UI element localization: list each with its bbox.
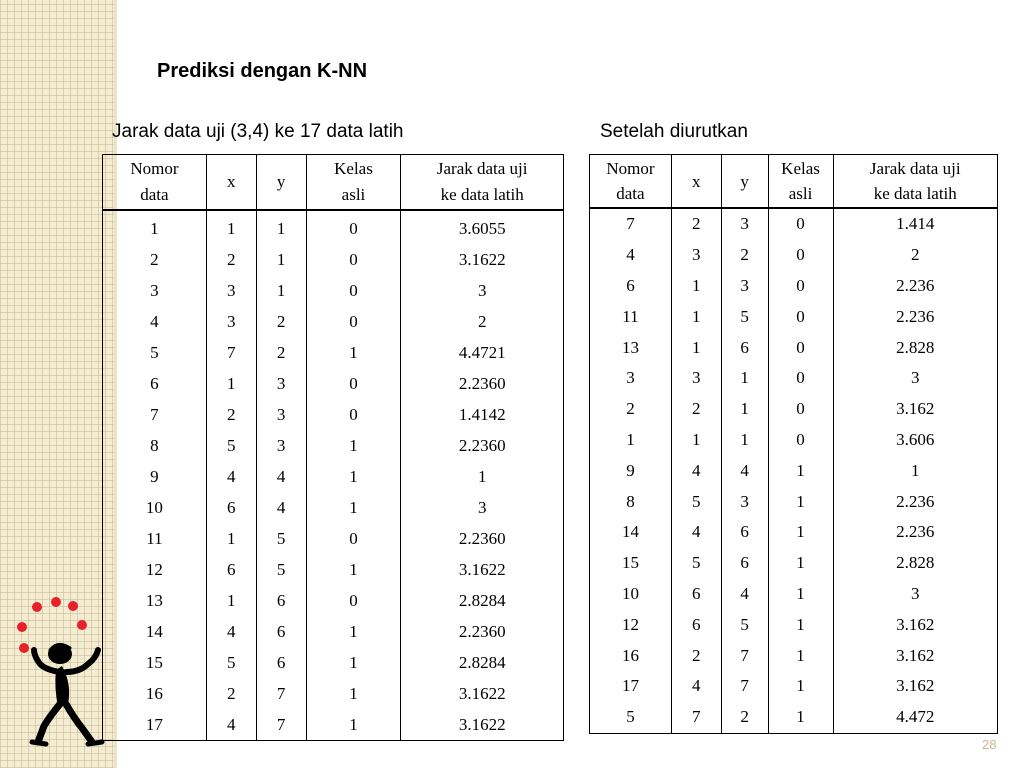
table-cell: 1: [206, 585, 256, 616]
table-row: [103, 492, 564, 523]
table-cell: 0: [306, 523, 401, 554]
table-cell: 2: [206, 399, 256, 430]
table-cell: 1: [590, 425, 672, 456]
table-cell: 6: [103, 368, 207, 399]
table-row: [590, 394, 998, 425]
table-cell: 3.1622: [401, 244, 564, 275]
table-cell: 4.472: [833, 702, 998, 733]
header-kelas-asli: Kelas asli: [306, 155, 401, 211]
table-row: [103, 210, 564, 244]
table-cell: 2: [671, 394, 721, 425]
table-cell: 4: [103, 306, 207, 337]
header-x: x: [671, 155, 721, 209]
table-row: [103, 616, 564, 647]
table-row: [590, 548, 998, 579]
table-cell: 4: [206, 461, 256, 492]
table-cell: 1: [103, 210, 207, 244]
table-cell: 3: [401, 492, 564, 523]
table-cell: 3.6055: [401, 210, 564, 244]
table-cell: 2.2360: [401, 368, 564, 399]
table-row: [590, 425, 998, 456]
header-nomor-data: Nomor data: [103, 155, 207, 211]
table-cell: 0: [768, 394, 833, 425]
table-cell: 3.162: [833, 609, 998, 640]
table-cell: 3: [721, 486, 768, 517]
table-cell: 0: [306, 210, 401, 244]
table-cell: 0: [306, 306, 401, 337]
table-row: [590, 363, 998, 394]
table-cell: 15: [103, 647, 207, 678]
table-cell: 3.162: [833, 394, 998, 425]
table-cell: 9: [103, 461, 207, 492]
header-y: y: [721, 155, 768, 209]
table-cell: 6: [590, 271, 672, 302]
table-cell: 1: [206, 523, 256, 554]
juggling-ball: [32, 602, 42, 612]
table-cell: 12: [103, 554, 207, 585]
table-cell: 1: [833, 455, 998, 486]
table-row: [590, 486, 998, 517]
table-cell: 5: [206, 647, 256, 678]
table-cell: 5: [256, 554, 306, 585]
table-cell: 3: [256, 368, 306, 399]
table-cell: 13: [590, 332, 672, 363]
table-cell: 3: [206, 275, 256, 306]
table-cell: 3.1622: [401, 709, 564, 741]
table-cell: 7: [671, 702, 721, 733]
table-row: [103, 430, 564, 461]
table-header-row: [103, 155, 564, 211]
table-cell: 15: [590, 548, 672, 579]
table-cell: 6: [721, 517, 768, 548]
table-cell: 2: [721, 240, 768, 271]
table-cell: 1: [671, 271, 721, 302]
table-cell: 2.2360: [401, 523, 564, 554]
table-cell: 1: [768, 640, 833, 671]
table-cell: 2: [256, 337, 306, 368]
table-cell: 5: [721, 301, 768, 332]
table-cell: 16: [103, 678, 207, 709]
table-row: [103, 585, 564, 616]
table-cell: 1: [256, 244, 306, 275]
header-jarak: Jarak data uji ke data latih: [833, 155, 998, 209]
table-cell: 0: [768, 301, 833, 332]
table-cell: 1: [671, 332, 721, 363]
table-row: [590, 240, 998, 271]
table-cell: 5: [671, 486, 721, 517]
table-cell: 7: [206, 337, 256, 368]
table-cell: 2: [103, 244, 207, 275]
table-row: [590, 455, 998, 486]
table-cell: 1: [306, 616, 401, 647]
table-cell: 1: [768, 548, 833, 579]
table-cell: 0: [768, 332, 833, 363]
table-cell: 6: [721, 332, 768, 363]
table-cell: 3: [206, 306, 256, 337]
table-cell: 3: [833, 363, 998, 394]
table-row: [590, 208, 998, 240]
table-row: [590, 640, 998, 671]
table-cell: 1: [401, 461, 564, 492]
table-cell: 1: [721, 363, 768, 394]
table-cell: 1: [306, 678, 401, 709]
table-row: [103, 306, 564, 337]
table-cell: 3: [256, 430, 306, 461]
table-cell: 5: [671, 548, 721, 579]
table-cell: 0: [768, 271, 833, 302]
table-cell: 3: [833, 579, 998, 610]
table-cell: 8: [590, 486, 672, 517]
table-cell: 2.236: [833, 517, 998, 548]
table-cell: 7: [103, 399, 207, 430]
table-cell: 1: [768, 517, 833, 548]
table-cell: 1: [306, 647, 401, 678]
table-row: [590, 517, 998, 548]
table-cell: 2.8284: [401, 585, 564, 616]
distance-table-unsorted: [102, 154, 564, 741]
table-cell: 2: [721, 702, 768, 733]
table-cell: 4: [590, 240, 672, 271]
table-cell: 7: [721, 640, 768, 671]
table-cell: 12: [590, 609, 672, 640]
table-cell: 0: [768, 363, 833, 394]
table-row: [590, 332, 998, 363]
table-cell: 2.2360: [401, 430, 564, 461]
table-cell: 4.4721: [401, 337, 564, 368]
table-cell: 1: [306, 554, 401, 585]
table-cell: 0: [768, 208, 833, 240]
table-row: [103, 368, 564, 399]
table-cell: 1: [256, 275, 306, 306]
juggling-ball: [19, 643, 29, 653]
table-cell: 17: [590, 671, 672, 702]
table-cell: 10: [103, 492, 207, 523]
table-cell: 1: [721, 425, 768, 456]
table-cell: 6: [721, 548, 768, 579]
table-cell: 1: [306, 337, 401, 368]
table-cell: 2: [206, 678, 256, 709]
table-cell: 4: [256, 461, 306, 492]
table-cell: 7: [256, 709, 306, 741]
table-cell: 1: [768, 579, 833, 610]
table-cell: 0: [306, 585, 401, 616]
table-cell: 3: [256, 399, 306, 430]
table-cell: 4: [671, 671, 721, 702]
table-row: [103, 554, 564, 585]
table-cell: 2.236: [833, 486, 998, 517]
table-cell: 7: [256, 678, 306, 709]
table-cell: 7: [721, 671, 768, 702]
table-cell: 13: [103, 585, 207, 616]
table-cell: 1: [671, 301, 721, 332]
juggling-ball: [51, 597, 61, 607]
page-number: 28: [982, 737, 997, 752]
table-header-row: [590, 155, 998, 209]
table-cell: 6: [671, 609, 721, 640]
table-cell: 0: [768, 240, 833, 271]
table-cell: 2: [671, 640, 721, 671]
table-cell: 4: [671, 517, 721, 548]
table-row: [103, 461, 564, 492]
table-cell: 4: [206, 709, 256, 741]
table-row: [590, 301, 998, 332]
table-cell: 2.2360: [401, 616, 564, 647]
table-cell: 1: [768, 702, 833, 733]
table-cell: 1: [206, 368, 256, 399]
caption-unsorted-table: Jarak data uji (3,4) ke 17 data latih: [112, 121, 404, 142]
table-row: [103, 523, 564, 554]
header-y: y: [256, 155, 306, 211]
table-row: [103, 647, 564, 678]
table-cell: 1.4142: [401, 399, 564, 430]
table-cell: 3: [590, 363, 672, 394]
table-cell: 1: [206, 210, 256, 244]
header-jarak: Jarak data uji ke data latih: [401, 155, 564, 211]
table-cell: 5: [590, 702, 672, 733]
table-cell: 3: [103, 275, 207, 306]
table-cell: 4: [256, 492, 306, 523]
header-x: x: [206, 155, 256, 211]
table-cell: 2.828: [833, 548, 998, 579]
table-cell: 6: [256, 585, 306, 616]
table-cell: 9: [590, 455, 672, 486]
table-cell: 11: [103, 523, 207, 554]
table-cell: 6: [206, 492, 256, 523]
table-cell: 6: [671, 579, 721, 610]
table-cell: 1: [721, 394, 768, 425]
table-cell: 1: [256, 210, 306, 244]
table-cell: 3: [721, 208, 768, 240]
juggling-ball: [77, 620, 87, 630]
table-cell: 5: [721, 609, 768, 640]
table-cell: 0: [768, 425, 833, 456]
table-cell: 3.1622: [401, 678, 564, 709]
distance-table-sorted: [589, 154, 998, 734]
table-cell: 6: [206, 554, 256, 585]
table-row: [103, 244, 564, 275]
table-cell: 1: [768, 486, 833, 517]
table-row: [103, 399, 564, 430]
table-cell: 8: [103, 430, 207, 461]
table-row: [590, 609, 998, 640]
table-cell: 4: [206, 616, 256, 647]
table-cell: 2: [833, 240, 998, 271]
table-cell: 16: [590, 640, 672, 671]
juggler-clipart-icon: [10, 592, 110, 752]
table-cell: 2.8284: [401, 647, 564, 678]
header-nomor-data: Nomor data: [590, 155, 672, 209]
table-row: [590, 671, 998, 702]
table-cell: 0: [306, 399, 401, 430]
table-cell: 4: [721, 579, 768, 610]
table-cell: 2.828: [833, 332, 998, 363]
table-cell: 3: [401, 275, 564, 306]
table-cell: 2: [671, 208, 721, 240]
table-cell: 3: [721, 271, 768, 302]
table-cell: 3: [671, 363, 721, 394]
table-cell: 1: [671, 425, 721, 456]
table-cell: 0: [306, 244, 401, 275]
table-cell: 4: [671, 455, 721, 486]
table-cell: 3.162: [833, 640, 998, 671]
table-cell: 1: [768, 671, 833, 702]
table-cell: 5: [103, 337, 207, 368]
header-kelas-asli: Kelas asli: [768, 155, 833, 209]
table-row: [103, 275, 564, 306]
table-cell: 11: [590, 301, 672, 332]
table-cell: 1: [306, 430, 401, 461]
table-row: [103, 709, 564, 741]
table-cell: 2: [206, 244, 256, 275]
table-cell: 0: [306, 275, 401, 306]
table-cell: 14: [590, 517, 672, 548]
table-cell: 1: [306, 492, 401, 523]
table-row: [590, 271, 998, 302]
table-cell: 1: [768, 455, 833, 486]
table-cell: 3.1622: [401, 554, 564, 585]
table-row: [103, 337, 564, 368]
caption-sorted-table: Setelah diurutkan: [600, 121, 748, 142]
table-cell: 5: [256, 523, 306, 554]
table-cell: 2.236: [833, 301, 998, 332]
table-cell: 3.606: [833, 425, 998, 456]
table-row: [103, 678, 564, 709]
table-cell: 14: [103, 616, 207, 647]
table-cell: 0: [306, 368, 401, 399]
table-cell: 3.162: [833, 671, 998, 702]
table-cell: 1: [306, 461, 401, 492]
table-cell: 6: [256, 616, 306, 647]
juggling-ball: [68, 601, 78, 611]
table-cell: 2: [256, 306, 306, 337]
table-cell: 2: [590, 394, 672, 425]
table-row: [590, 579, 998, 610]
table-cell: 1: [306, 709, 401, 741]
table-cell: 4: [721, 455, 768, 486]
table-row: [590, 702, 998, 733]
table-cell: 7: [590, 208, 672, 240]
table-cell: 2: [401, 306, 564, 337]
table-cell: 6: [256, 647, 306, 678]
table-cell: 17: [103, 709, 207, 741]
juggling-ball: [17, 622, 27, 632]
table-cell: 1.414: [833, 208, 998, 240]
table-cell: 10: [590, 579, 672, 610]
table-cell: 3: [671, 240, 721, 271]
table-cell: 5: [206, 430, 256, 461]
slide-title: Prediksi dengan K-NN: [157, 60, 368, 82]
table-cell: 1: [768, 609, 833, 640]
table-cell: 2.236: [833, 271, 998, 302]
